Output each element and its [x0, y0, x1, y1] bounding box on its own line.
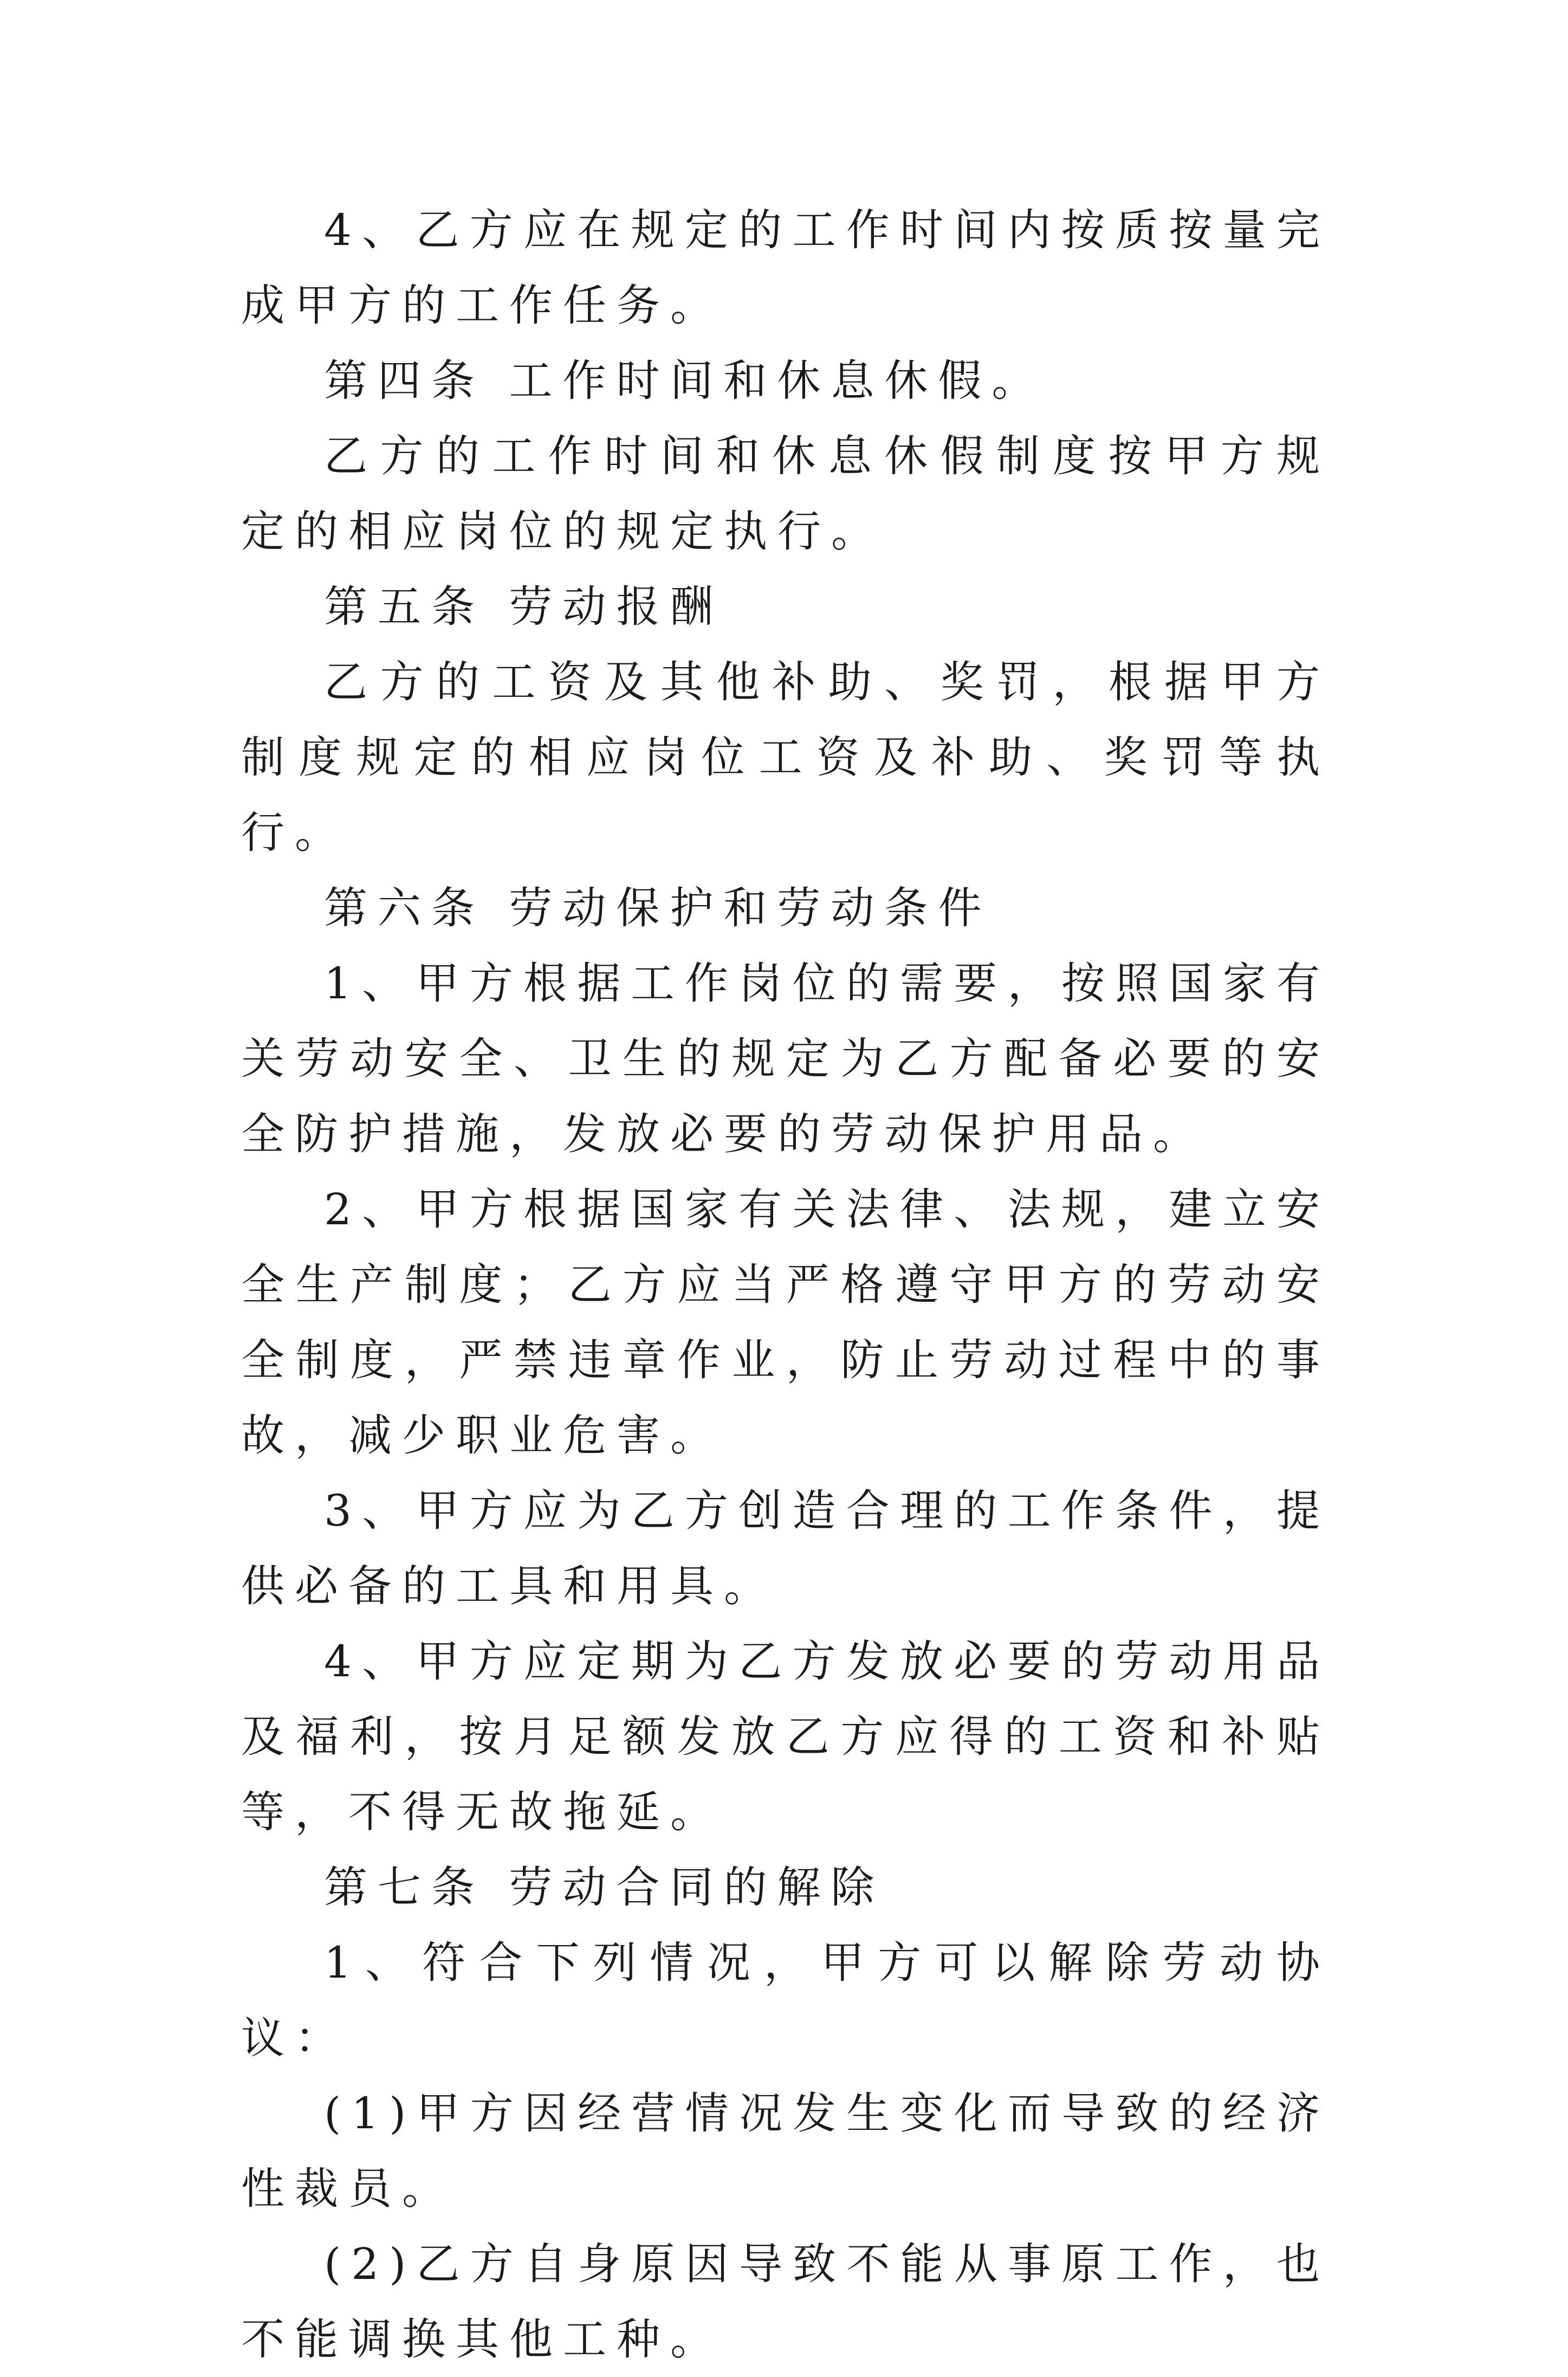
heading-article-4: 第四条 工作时间和休息休假。 [324, 356, 1046, 406]
paragraph-clause-4-benefits: 4、甲方应定期为乙方发放必要的劳动用品及福利，按月足额发放乙方应得的工资和补贴等，不得无故拖延。 [241, 1636, 1330, 1837]
paragraph-clause-3-conditions: 3、甲方应为乙方创造合理的工作条件，提供必备的工具和用具。 [241, 1485, 1330, 1611]
heading-article-5: 第五条 劳动报酬 [324, 582, 724, 632]
paragraph-clause-1-protection: 1、甲方根据工作岗位的需要，按照国家有关劳动安全、卫生的规定为乙方配备必要的安全防护措施，发放必要的劳动保护用品。 [241, 958, 1330, 1159]
heading-article-6: 第六条 劳动保护和劳动条件 [324, 883, 992, 933]
document-body [241, 192, 1330, 2377]
paragraph-item-2-unable: (2)乙方自身原因导致不能从事原工作，也不能调换其他工种。 [241, 2239, 1330, 2365]
paragraph-wages: 乙方的工资及其他补助、奖罚，根据甲方制度规定的相应岗位工资及补助、奖罚等执行。 [241, 657, 1330, 858]
paragraph-work-hours: 乙方的工作时间和休息休假制度按甲方规定的相应岗位的规定执行。 [241, 431, 1330, 557]
paragraph-item-1-layoff: (1)甲方因经营情况发生变化而导致的经济性裁员。 [241, 2088, 1330, 2214]
heading-article-7: 第七条 劳动合同的解除 [324, 1862, 885, 1913]
paragraph-clause-2-safety: 2、甲方根据国家有关法律、法规，建立安全生产制度；乙方应当严格遵守甲方的劳动安全制度，严禁违章作业，防止劳动过程中的事故，减少职业危害。 [241, 1184, 1330, 1461]
paragraph-clause-4-task-completion: 4、乙方应在规定的工作时间内按质按量完成甲方的工作任务。 [241, 205, 1330, 331]
paragraph-clause-1-termination: 1、符合下列情况，甲方可以解除劳动协议： [241, 1937, 1330, 2063]
